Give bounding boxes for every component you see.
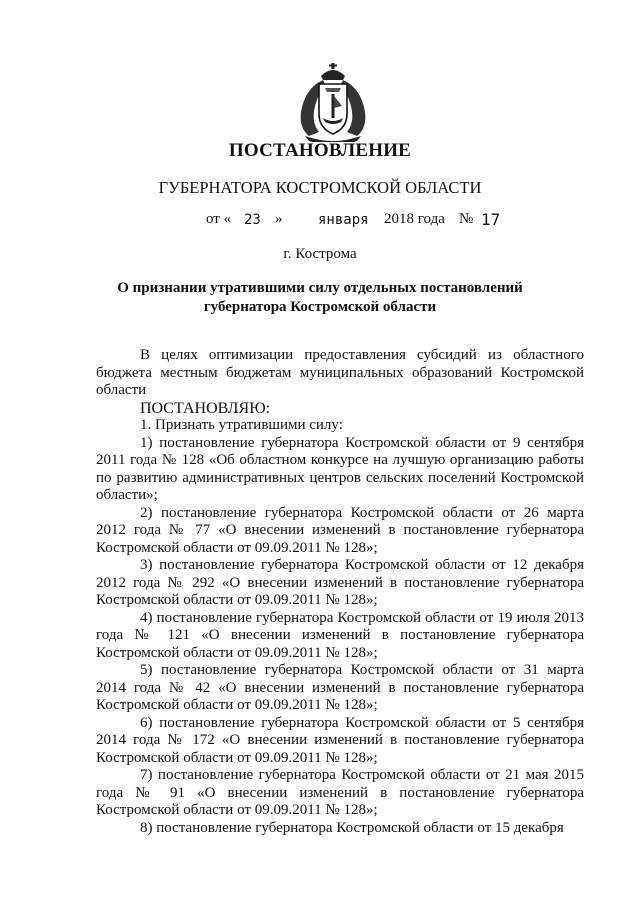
list-item: 3) постановление губернатора Костромской области от 12 декабря 2012 года № 292 «О внесении изменений в постановление губернатора Костромской области от 09.09.2011 № 128»; — [96, 557, 584, 608]
list-item: 6) постановление губернатора Костромской области от 5 сентября 2014 года № 172 «О внесении изменений в постановление губернатора Костромской области от 09.09.2011 № 128»; — [96, 714, 584, 766]
date-month: января — [318, 212, 369, 228]
document-number: 17 — [481, 210, 501, 229]
list-item: 7) постановление губернатора Костромской области от 21 мая 2015 года № 91 «О внесении изменений в постановление губернатора Костромской области от 09.09.2011 № 128»; — [96, 767, 584, 818]
point-1: 1. Признать утратившими силу: — [140, 417, 343, 433]
preamble-paragraph: В целях оптимизации предоставления субсидий из областного бюджета местным бюджетам муниципальных образований Костромской области — [96, 347, 584, 398]
heading-line-1: О признании утратившими силу отдельных постановлений — [117, 280, 523, 296]
city: г. Кострома — [283, 246, 357, 262]
list-item: 5) постановление губернатора Костромской области от 31 марта 2014 года № 42 «О внесении изменений в постановление губернатора Костромской области от 09.09.2011 № 128»; — [96, 662, 584, 713]
date-day: 23 — [244, 212, 261, 228]
document-body — [96, 347, 584, 837]
list-item: 2) постановление губернатора Костромской области от 26 марта 2012 года № 77 «О внесении изменений в постановление губернатора Костромской области от 09.09.2011 № 128»; — [96, 504, 584, 556]
document-title: ПОСТАНОВЛЕНИЕ — [228, 140, 412, 161]
kostroma-coat-of-arms-icon — [295, 62, 371, 142]
decree-word: ПОСТАНОВЛЯЮ: — [140, 399, 271, 417]
list-item: 4) постановление губернатора Костромской области от 19 июля 2013 года № 121 «О внесении изменений в постановление губернатора Костромской области от 09.09.2011 № 128»; — [96, 609, 584, 661]
document-heading — [0, 279, 640, 317]
date-year: 2018 года — [384, 211, 445, 227]
number-sign: № — [459, 211, 474, 227]
document-subtitle: ГУБЕРНАТОРА КОСТРОМСКОЙ ОБЛАСТИ — [158, 178, 482, 197]
date-prefix: от « — [206, 211, 232, 227]
heading-line-2: губернатора Костромской области — [203, 299, 437, 315]
list-item: 8) постановление губернатора Костромской области от 15 декабря — [140, 819, 564, 836]
list-item: 1) постановление губернатора Костромской области от 9 сентября 2011 года № 128 «Об областном конкурсе на лучшую организацию работы по развитию административных центров сельских поселений Костромской области»; — [96, 434, 584, 503]
date-close-quote: » — [275, 211, 283, 227]
